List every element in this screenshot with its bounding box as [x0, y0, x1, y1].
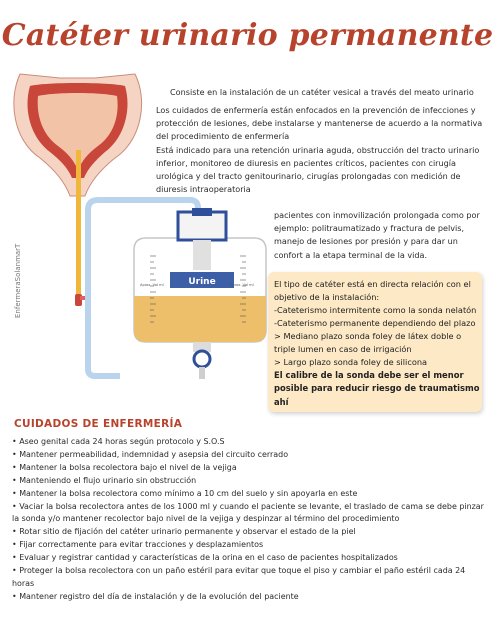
medium-term-line: > Mediano plazo sonda foley de látex doble o triple lumen en caso de irrigación	[274, 331, 462, 354]
indications-text: Está indicado para una retención urinaria aguda, obstrucción del tracto urinario inferior, monitoreo de diuresis en pacientes críticos, pacientes con cirugía urológica y del tracto genitourinario, cirugías prolongadas con medición de diuresis intraoperatoria	[156, 144, 480, 195]
list-item: • Vaciar la bolsa recolectora antes de los 1000 ml y cuando el paciente se levante, el traslado de cama se debe pinzar la sonda y/o mantener recolector bajo nivel de la vejiga y despinzar al término del procedimiento	[12, 501, 484, 524]
catheter-type-box	[268, 272, 482, 412]
list-item: • Mantener permeabilidad, indemnidad y asepsia del circuito cerrado	[12, 449, 289, 459]
permanent-line: -Cateterismo permanente dependiendo del plazo	[274, 318, 476, 328]
page-title: Catéter urinario permanente	[1, 18, 494, 53]
bag-label: Urine	[188, 277, 216, 287]
list-item: • Aseo genital cada 24 horas según protocolo y S.O.S	[12, 437, 225, 446]
care-section-title: CUIDADOS DE ENFERMERÍA	[14, 418, 183, 430]
list-item: • Mantener la bolsa recolectora bajo el nivel de la vejiga	[12, 462, 237, 472]
care-focus-text	[156, 104, 488, 196]
list-item: • Manteniendo el flujo urinario sin obstrucción	[12, 475, 197, 485]
left-scale-label: Aprox. Vol ml	[140, 283, 164, 287]
urine-bag	[134, 208, 266, 379]
long-term-line: > Largo plazo sonda foley de silicona	[274, 357, 428, 367]
list-item: • Evaluar y registrar cantidad y características de la orina en el caso de pacientes hospitalizados	[12, 553, 398, 563]
care-list	[12, 436, 486, 604]
list-item: • Rotar sitio de fijación del catéter urinario permanente y observar el estado de la piel	[12, 527, 356, 537]
caliber-note: El calibre de la sonda debe ser el menor posible para reducir riesgo de traumatismo ahí	[274, 370, 480, 407]
catheter-type-intro: El tipo de catéter está en directa relación con el objetivo de la instalación:	[274, 279, 471, 302]
list-item: • Mantener registro del día de instalación y de la evolución del paciente	[12, 591, 299, 601]
right-scale-label: Aprox. Vol ml	[230, 283, 254, 287]
list-item: • Mantener la bolsa recolectora como mínimo a 10 cm del suelo y sin apoyarla en este	[12, 488, 358, 498]
care-focus-sentence: Los cuidados de enfermería están enfocados en la prevención de infecciones y protección de lesiones, debe instalarse y mantenerse de acuerdo a la normativa del procedimiento de enfermería	[156, 105, 483, 142]
author-watermark: EnfermeraSolanmarT	[14, 243, 22, 318]
bladder-drawing	[14, 74, 142, 196]
indications-continued-text: pacientes con inmovilización prolongada como por ejemplo: politraumatizado y fractura de pelvis, manejo de lesiones por presión y para dar un confort a la etapa terminal de la vida.	[274, 210, 480, 260]
list-item: • Fijar correctamente para evitar tracciones y desplazamientos	[12, 540, 264, 550]
intermittent-line: -Cateterismo intermitente como la sonda nelatón	[274, 305, 477, 315]
list-item: • Proteger la bolsa recolectora con un paño estéril para evitar que toque el piso y cambiar el paño estéril cada 24 horas	[12, 566, 466, 588]
definition-text: Consiste en la instalación de un catéter vesical a través del meato urinario	[170, 87, 474, 97]
